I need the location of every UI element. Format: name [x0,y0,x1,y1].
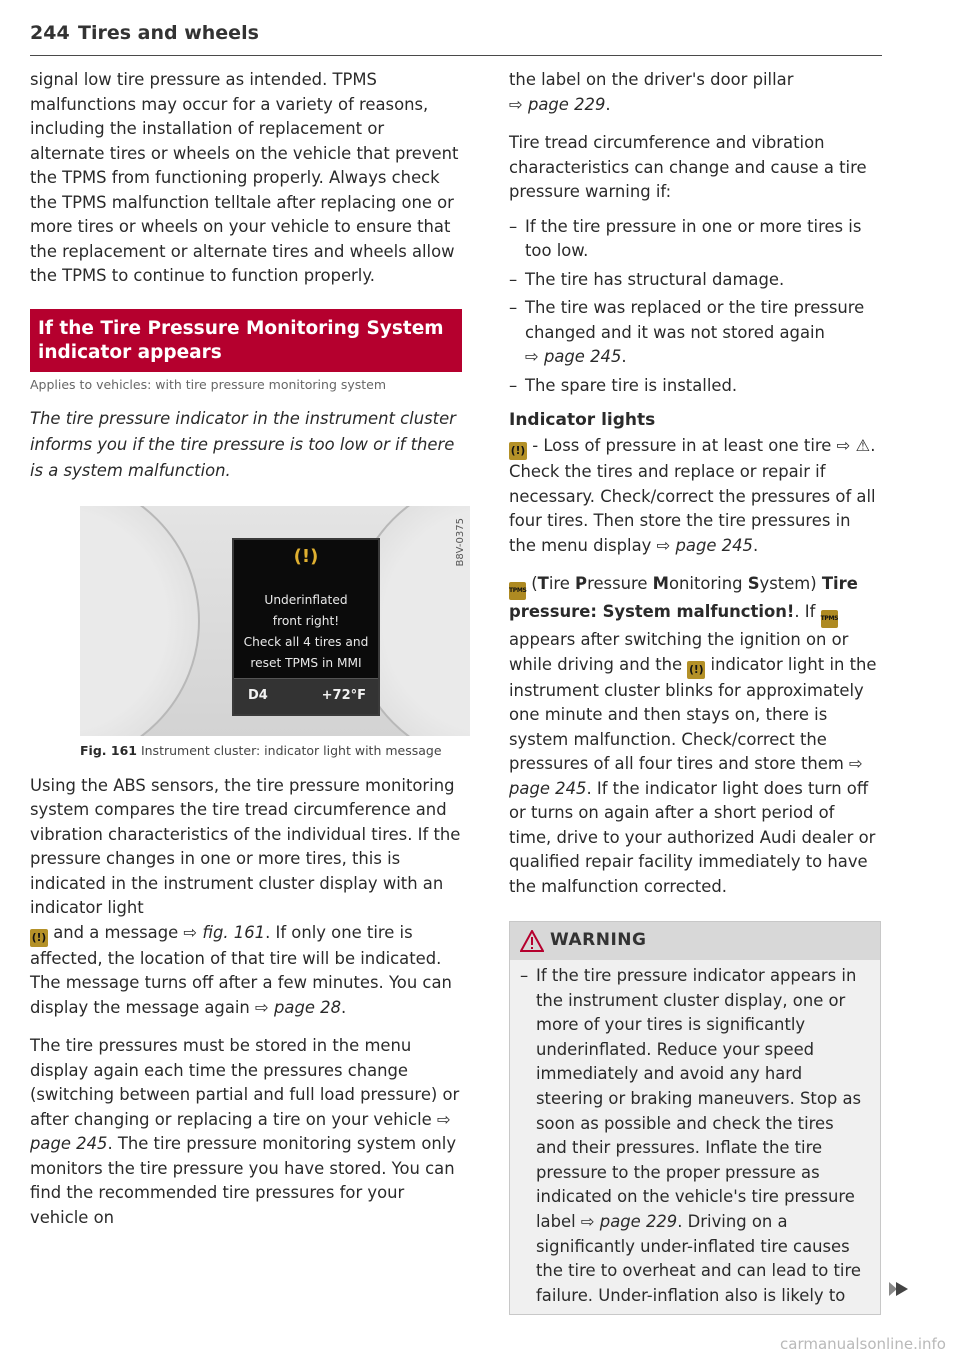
text-run: P [575,574,588,593]
applies-to-note: Applies to vehicles: with tire pressure monitoring system [30,376,387,392]
text-run: the label on the driver's door pillar [509,70,794,89]
display-message-line: reset TPMS in MMI [250,655,362,670]
list-item [520,964,868,1308]
page-header [30,22,882,56]
list-item [509,296,881,370]
text-run: . If [794,602,816,621]
tpms-icon: TPMS [509,582,526,600]
warning-box [509,921,881,1315]
text-run: - Loss of pressure in at least one tire [532,436,832,455]
cluster-display [232,538,380,716]
text-run: ystem) [759,574,817,593]
figure-caption-text: Instrument cluster: indicator light with message [140,742,442,758]
text-run: ( [531,574,538,593]
continue-arrow-icon [896,1282,908,1296]
list-item: – The tire has structural damage. [509,268,881,293]
page-reference-link[interactable]: ⇨ page 245 [525,347,622,366]
list-item: – The spare tire is installed. [509,374,881,399]
text-run: indicator light in the instrument cluster blinks for approximately one minute and then stays on, there is system malfunction. Check/correct the pressures of all four tires and store them [509,654,877,773]
text-run: ire [548,574,576,593]
indicator-lights-heading: Indicator lights [509,410,656,430]
section-banner: If the Tire Pressure Monitoring System indicator appears [30,309,462,372]
page-number: 244 [30,22,70,44]
display-message [234,590,378,674]
instrument-cluster-figure [80,506,470,736]
text-run: and a message [53,922,179,942]
display-message-line: front right! [272,613,340,628]
text-run: The tire pressures must be stored in the menu display again each time the pressures change (switching between partial and full load pressure) or after changing or replacing a tire on your vehicle [30,1036,460,1129]
tire-pressure-icon: (!) [509,442,527,460]
watermark: carmanualsonline.info [780,1335,946,1353]
warning-body [510,960,880,1314]
text-run: T [537,574,549,593]
paragraph-warning-causes: Tire tread circumference and vibration characteristics can change and cause a tire pressure warning if: [509,133,867,201]
indicator-pressure-loss [509,434,881,558]
warning-header [510,922,880,960]
text-run: If the tire pressure indicator appears in the instrument cluster display, one or more of your tires is significantly underinflated. Reduce your speed immediately and avoid any hard steering or braking maneuvers. Stop as soon as possible and check the tires and their pressures. Inflate the tire pressure to the proper pressure as indicated on the vehicle's tire pressure label [536,966,862,1231]
gear-indicator: D4 [248,687,268,703]
page-reference-link[interactable]: ⇨ page 245 [509,754,863,798]
paragraph-abs-sensors [30,774,462,1021]
tpms-icon: TPMS [821,610,838,628]
display-message-line: Check all 4 tires and [243,634,369,649]
text-run: Using the ABS sensors, the tire pressure monitoring system compares the tire tread circumference and vibration characteristics of the individual tires. If the pressure changes in one or more tires, this is indicated in the instrument cluster display with an indicator light [30,775,461,917]
figure-caption [80,742,470,760]
list-item: – If the tire pressure in one or more tires is too low. [509,215,881,264]
right-column [509,68,881,1315]
text-run: onitoring [668,574,748,593]
text-run: ressure [587,574,653,593]
warning-list [520,964,868,1308]
paragraph-door-label [509,68,881,117]
intro-paragraph: The tire pressure indicator in the instrument cluster informs you if the tire pressure is too low or if there is a system malfunction. [30,408,456,480]
text-run: S [747,574,760,593]
text-run: . [752,535,759,555]
text-run: . [605,94,611,114]
text-run: appears after switching the ignition on or while driving and the [509,630,849,674]
indicator-system-malfunction [509,572,881,899]
tire-pressure-icon: (!) [30,929,48,947]
page-reference-link[interactable]: ⇨ page 245 [30,1109,451,1153]
warning-triangle-icon [520,930,544,952]
text-run: . Driving on a significantly under-inflated tire causes the tire to overheat and can lead to tire failure. Under-inflation also is likely to [536,1211,861,1305]
causes-list [509,215,881,399]
left-column [30,68,466,1230]
tire-pressure-icon: (!) [687,661,705,679]
text-run: . Check the tires and replace or repair if necessary. Check/correct the pressures of all four tires. Then store the tire pressures in the menu display [509,436,876,555]
text-run: The tire was replaced or the tire pressure changed and it was not stored again [525,298,865,342]
page-reference-link[interactable]: ⇨ page 229 [580,1211,678,1231]
figure-reference-link[interactable]: ⇨ fig. 161 [183,922,266,942]
tire-pressure-icon: (!) [293,545,319,567]
figure-label: Fig. 161 [80,742,137,758]
figure-code: B8V-0375 [455,517,466,567]
paragraph-tpms-malfunction: signal low tire pressure as intended. TPMS malfunctions may occur for a variety of reasons, including the installation of replacement or alternate tires or wheels on the vehicle that prevent the TPMS from functioning properly. Always check the TPMS malfunction telltale after replacing one or more tires or wheels on your vehicle to ensure that the replacement or alternate tires and wheels allow the TPMS to continue to function properly. [30,70,459,285]
text-run: . If the indicator light does turn off or turns on again after a short period of time, drive to your authorized Audi dealer or qualified repair facility immediately to have the malfunction corrected. [509,778,876,896]
page-reference-link[interactable]: ⇨ page 245 [656,535,753,555]
paragraph-store-pressures [30,1034,462,1230]
display-status-bar [234,678,378,714]
page-reference-link[interactable]: ⇨ page 229 [509,94,606,114]
text-run: M [652,574,669,593]
left-gauge [80,506,200,736]
warning-title: WARNING [550,930,647,950]
display-message-line: Underinflated [264,592,348,607]
malfunction-message: Tire pressure: System malfunction! [509,574,858,621]
section-title: Tires and wheels [78,22,259,44]
page-reference-link[interactable]: ⇨ page 28 [255,997,341,1017]
text-run: . [341,997,347,1017]
warning-reference-link[interactable]: ⇨ ⚠ [836,436,871,455]
outside-temperature: +72°F [321,687,366,703]
text-run: . The tire pressure monitoring system only monitors the tire pressure you have stored. You can find the recommended tire pressures for your vehicle on [30,1134,457,1227]
text-run: . [621,347,627,366]
text-run: . If only one tire is affected, the location of that tire will be indicated. The message turns off after a few minutes. You can display the message again [30,922,452,1017]
